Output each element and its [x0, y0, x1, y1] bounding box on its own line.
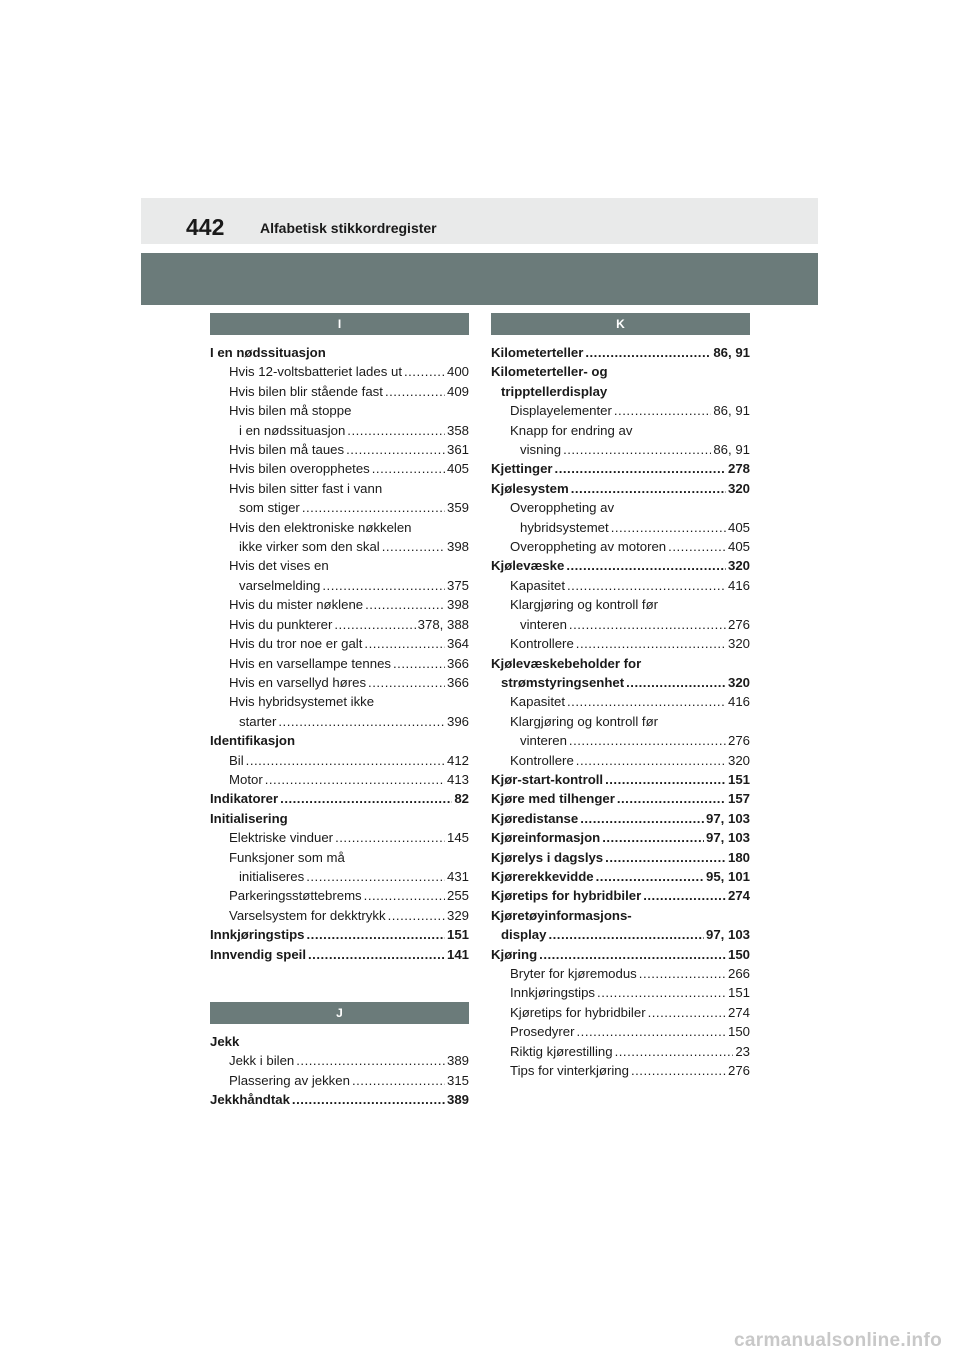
index-entry-leader [631, 1061, 726, 1080]
index-entry [491, 634, 750, 653]
index-entry-term: Klargjøring og kontroll før [510, 597, 659, 613]
index-entry-term: Kjøring [491, 946, 538, 962]
index-entry [210, 1032, 469, 1051]
index-entry-term: I en nødssituasjon [210, 345, 326, 360]
index-entry [210, 1090, 469, 1109]
index-entry-term: Kjøretips for hybridbiler [510, 1004, 646, 1020]
index-entry-leader [566, 556, 726, 575]
index-entry-page[interactable]: 255 [446, 888, 469, 904]
index-entry-page[interactable]: 416 [727, 577, 750, 593]
index-entry-leader [585, 343, 711, 362]
index-entry-leader [555, 459, 726, 478]
index-entry-term: Kilometerteller [491, 345, 584, 360]
index-entry-leader [643, 886, 726, 905]
index-entry [210, 925, 469, 944]
index-entry-term: Plassering av jekken [229, 1072, 350, 1088]
index-entry-page[interactable]: 405 [727, 519, 750, 535]
index-entry-term: Hvis den elektroniske nøkkelen [229, 519, 412, 535]
index-entry-term: Kjøre med tilhenger [491, 791, 615, 807]
index-entry-leader [596, 867, 704, 886]
index-entry [491, 537, 750, 556]
header-bar [141, 198, 818, 244]
index-entry-leader [352, 1071, 445, 1090]
index-entry-leader [605, 770, 726, 789]
index-entry-term: Hvis bilen blir stående fast [229, 383, 383, 399]
index-entry-leader [602, 828, 704, 847]
index-entry [491, 479, 750, 498]
index-entry-term: i en nødssituasjon [239, 422, 346, 438]
index-entry-page[interactable]: 23 [735, 1043, 750, 1059]
index-entry-page[interactable]: 329 [446, 907, 469, 923]
index-entry-leader [296, 1051, 445, 1070]
index-entry [210, 809, 469, 828]
index-entry-term: Jekk [210, 1034, 240, 1049]
index-entry-leader [364, 886, 445, 905]
index-entry [491, 789, 750, 808]
index-entry-term: Identifikasjon [210, 733, 295, 749]
index-entry-term: Knapp for endring av [510, 422, 633, 438]
index-entry [210, 576, 469, 595]
index-entry-term: Motor [229, 771, 263, 787]
index-entry [210, 654, 469, 673]
index-entry-page[interactable]: 366 [446, 655, 469, 671]
index-entry-leader [364, 634, 445, 653]
index-entry [491, 809, 750, 828]
index-entry [491, 556, 750, 575]
index-entry-page[interactable]: 278 [727, 461, 750, 477]
section-letter-j: J [210, 1002, 469, 1024]
index-entry-page[interactable]: 400 [446, 364, 469, 380]
index-entry-term: Varselsystem for dekktrykk [229, 907, 386, 923]
page-title: Alfabetisk stikkordregister [260, 220, 437, 236]
index-entry [210, 848, 469, 867]
index-entry-page[interactable]: 412 [446, 752, 469, 768]
index-entry-leader [615, 1042, 734, 1061]
index-entry-page[interactable]: 413 [446, 771, 469, 787]
index-entry-term: Hvis du tror noe er galt [229, 636, 363, 652]
index-entry-leader [580, 809, 704, 828]
index-entry-page[interactable]: 320 [727, 558, 750, 574]
index-entry [210, 828, 469, 847]
index-entry-term: Innkjøringstips [510, 985, 596, 1001]
index-entry-page[interactable]: 180 [727, 849, 750, 865]
index-entry-page[interactable]: 396 [446, 713, 469, 729]
index-entry-leader [548, 925, 704, 944]
index-entry [491, 421, 750, 440]
index-entry-page[interactable]: 97, 103 [706, 830, 750, 846]
index-entry-leader [576, 751, 726, 770]
index-entry-term: tripptellerdisplay [501, 383, 608, 399]
index-entry-term: visning [520, 442, 562, 458]
index-entry-leader [382, 537, 445, 556]
index-entry-page[interactable]: 366 [446, 674, 469, 690]
index-entry-page[interactable]: 405 [727, 539, 750, 555]
index-entry-page[interactable]: 141 [446, 946, 469, 962]
index-entry-term: initialiseres [239, 868, 305, 884]
index-entry [210, 1051, 469, 1070]
section-j-entries [210, 1032, 469, 1110]
index-entry-leader [346, 440, 445, 459]
index-entry-leader [597, 983, 726, 1002]
index-entry [210, 906, 469, 925]
index-entry-term: Hvis en varsellyd høres [229, 674, 367, 690]
index-entry-page[interactable]: 151 [446, 927, 469, 943]
index-entry [491, 673, 750, 692]
index-entry [491, 1022, 750, 1041]
index-entry [491, 712, 750, 731]
index-entry [210, 867, 469, 886]
index-entry [210, 1071, 469, 1090]
index-entry [491, 459, 750, 478]
index-entry-leader [404, 362, 445, 381]
index-entry-term: varselmelding [239, 577, 321, 593]
index-entry-term: Kilometerteller- og [491, 364, 608, 380]
index-entry-term: Hvis du punkterer [229, 616, 333, 632]
header-band [141, 253, 818, 305]
section-i-entries [210, 343, 469, 964]
index-entry [491, 362, 750, 381]
index-entry [210, 401, 469, 420]
index-entry [210, 537, 469, 556]
index-entry-leader [385, 382, 445, 401]
index-entry-page[interactable]: 409 [446, 383, 469, 399]
index-entry-page[interactable]: 375 [446, 577, 469, 593]
index-entry-leader [322, 576, 445, 595]
index-entry [210, 731, 469, 750]
index-entry [210, 421, 469, 440]
index-entry-page[interactable]: 150 [727, 1024, 750, 1040]
index-entry-leader [571, 479, 726, 498]
index-entry [491, 751, 750, 770]
index-entry [491, 615, 750, 634]
index-entry [210, 595, 469, 614]
index-entry [210, 615, 469, 634]
index-entry-leader [539, 945, 726, 964]
index-entry-page[interactable]: 358 [446, 422, 469, 438]
index-entry-term: display [501, 927, 547, 943]
index-entry [491, 595, 750, 614]
index-entry-page[interactable]: 150 [727, 946, 750, 962]
index-entry-leader [569, 615, 726, 634]
index-entry-page[interactable]: 276 [727, 733, 750, 749]
index-entry [491, 964, 750, 983]
index-entry-term: Jekk i bilen [229, 1053, 295, 1069]
index-entry [491, 1042, 750, 1061]
index-entry-page[interactable]: 157 [727, 791, 750, 807]
index-entry-term: Hvis bilen overopphetes [229, 461, 370, 477]
index-entry [210, 343, 469, 362]
index-entry [210, 712, 469, 731]
section-letter-i: I [210, 313, 469, 335]
index-entry-term: Kjøretips for hybridbiler [491, 888, 642, 904]
index-entry-leader [576, 634, 726, 653]
index-entry-term: Hvis bilen sitter fast i vann [229, 480, 383, 496]
index-entry [210, 498, 469, 517]
index-entry-leader [626, 673, 726, 692]
index-entry-page[interactable]: 151 [727, 985, 750, 1001]
index-entry [491, 440, 750, 459]
index-entry [491, 1003, 750, 1022]
index-entry-page[interactable]: 266 [727, 966, 750, 981]
index-column-right [491, 313, 750, 1080]
index-entry-page[interactable]: 320 [727, 752, 750, 768]
index-entry [491, 654, 750, 673]
index-entry-term: Hvis du mister nøklene [229, 597, 364, 613]
index-entry-term: Innvendig speil [210, 946, 306, 962]
index-entry-leader [639, 964, 726, 983]
index-entry-leader [567, 692, 726, 711]
index-entry-page[interactable]: 151 [727, 771, 750, 787]
index-entry-term: Bryter for kjøremodus [510, 966, 637, 981]
index-entry-term: Hvis hybridsystemet ikke [229, 694, 375, 710]
index-entry-leader [306, 867, 445, 886]
index-entry-leader [668, 537, 726, 556]
index-entry-page[interactable]: 389 [446, 1092, 469, 1108]
index-entry [491, 343, 750, 362]
index-entry-leader [372, 459, 445, 478]
index-entry [210, 518, 469, 537]
index-entry [491, 1061, 750, 1080]
index-entry [491, 401, 750, 420]
index-entry-page[interactable]: 320 [727, 674, 750, 690]
index-entry [491, 770, 750, 789]
index-entry-term: Kjøredistanse [491, 810, 579, 826]
index-entry-term: Initialisering [210, 810, 288, 826]
index-entry-page[interactable]: 364 [446, 636, 469, 652]
index-entry [210, 692, 469, 711]
index-entry-leader [368, 673, 445, 692]
index-entry [491, 692, 750, 711]
index-entry-leader [365, 595, 445, 614]
index-entry [210, 789, 469, 808]
index-entry-page[interactable]: 405 [446, 461, 469, 477]
index-entry-leader [347, 421, 445, 440]
index-entry-term: Kjøreinformasjon [491, 830, 601, 846]
index-entry-term: Kontrollere [510, 636, 574, 652]
index-entry-term: Klargjøring og kontroll før [510, 713, 659, 729]
index-entry-leader [334, 615, 415, 634]
index-entry-page[interactable]: 315 [446, 1072, 469, 1088]
index-entry-term: Riktig kjørestilling [510, 1043, 613, 1059]
index-entry-leader [265, 770, 445, 789]
index-entry-page[interactable]: 86, 91 [713, 442, 750, 458]
index-entry [210, 770, 469, 789]
index-entry-term: Kjøretøyinformasjons- [491, 907, 632, 923]
index-entry-term: som stiger [239, 500, 300, 516]
index-entry-leader [302, 498, 445, 517]
index-entry [210, 634, 469, 653]
index-entry-leader [567, 576, 726, 595]
index-entry-page[interactable]: 320 [727, 480, 750, 496]
index-entry [491, 828, 750, 847]
index-entry [210, 945, 469, 964]
index-entry [210, 382, 469, 401]
index-entry [491, 983, 750, 1002]
index-entry-term: Kjølevæskebeholder for [491, 655, 642, 671]
index-entry [491, 945, 750, 964]
index-entry-term: Innkjøringstips [210, 927, 305, 943]
index-entry-term: Hvis bilen må stoppe [229, 403, 352, 419]
index-entry-leader [308, 945, 445, 964]
index-entry-term: strømstyringsenhet [501, 674, 625, 690]
index-entry-page[interactable]: 361 [446, 442, 469, 458]
index-entry-page[interactable]: 398 [446, 539, 469, 555]
index-entry-leader [569, 731, 726, 750]
index-column-left [210, 313, 469, 1110]
index-entry-leader [617, 789, 726, 808]
index-entry-page[interactable]: 320 [727, 636, 750, 652]
index-entry-term: Kjør-start-kontroll [491, 771, 604, 787]
index-entry-term: Parkeringsstøttebrems [229, 888, 362, 904]
index-entry-page[interactable]: 389 [446, 1053, 469, 1069]
index-entry-term: Kapasitet [510, 577, 565, 593]
index-entry-leader [278, 712, 445, 731]
index-entry [210, 886, 469, 905]
index-entry-leader [307, 925, 445, 944]
index-entry [491, 576, 750, 595]
index-entry-leader [611, 518, 726, 537]
index-entry-term: Jekkhåndtak [210, 1092, 290, 1108]
watermark: carmanualsonline.info [734, 1330, 942, 1351]
index-entry [210, 362, 469, 381]
index-entry-term: hybridsystemet [520, 519, 609, 535]
index-entry [491, 518, 750, 537]
index-entry-leader [648, 1003, 726, 1022]
index-entry-page[interactable]: 416 [727, 694, 750, 710]
index-entry-term: Displayelementer [510, 403, 612, 419]
index-entry-leader [614, 401, 711, 420]
index-entry-leader [393, 654, 445, 673]
index-entry-term: ikke virker som den skal [239, 539, 380, 555]
index-entry-leader [577, 1022, 726, 1041]
index-entry-page[interactable]: 276 [727, 616, 750, 632]
index-entry [210, 751, 469, 770]
index-entry [491, 382, 750, 401]
index-entry-term: Kjølesystem [491, 480, 569, 496]
index-entry-page[interactable]: 431 [446, 868, 469, 884]
index-entry-page[interactable]: 86, 91 [713, 403, 750, 419]
index-entry [491, 886, 750, 905]
index-entry-page[interactable]: 86, 91 [713, 345, 750, 360]
index-entry-term: Hvis en varsellampe tennes [229, 655, 391, 671]
index-entry-page[interactable]: 359 [446, 500, 469, 516]
index-entry [491, 867, 750, 886]
index-entry-page[interactable]: 398 [446, 597, 469, 613]
index-entry-page[interactable]: 145 [446, 830, 469, 846]
index-entry-leader [605, 848, 726, 867]
index-entry-term: vinteren [520, 733, 567, 749]
index-entry-term: Prosedyrer [510, 1024, 575, 1040]
index-entry-term: Overoppheting av [510, 500, 615, 516]
index-entry-page[interactable]: 276 [727, 1063, 750, 1079]
index-entry-leader [388, 906, 445, 925]
index-entry-page[interactable]: 82 [454, 791, 469, 807]
index-entry [210, 459, 469, 478]
index-entry-term: Hvis det vises en [229, 558, 329, 574]
index-entry-leader [292, 1090, 445, 1109]
index-entry-term: Kontrollere [510, 752, 574, 768]
index-entry-term: Indikatorer [210, 791, 279, 807]
index-entry-term: Kjettinger [491, 461, 553, 477]
index-entry-term: Bil [229, 752, 244, 768]
index-entry-term: Hvis 12-voltsbatteriet lades ut [229, 364, 402, 380]
index-entry-leader [280, 789, 452, 808]
index-entry-term: Funksjoner som må [229, 849, 345, 865]
index-entry-term: Kjørerekkevidde [491, 868, 594, 884]
index-entry-term: Kjølevæske [491, 558, 565, 574]
index-entry [491, 925, 750, 944]
index-entry-page[interactable]: 95, 101 [706, 868, 750, 884]
index-entry-leader [335, 828, 445, 847]
index-entry [210, 673, 469, 692]
index-entry-term: Tips for vinterkjøring [510, 1063, 629, 1079]
section-letter-k: K [491, 313, 750, 335]
page-number: 442 [186, 214, 225, 240]
index-entry-term: Kjørelys i dagslys [491, 849, 604, 865]
index-entry-page[interactable]: 97, 103 [706, 810, 750, 826]
index-entry [491, 498, 750, 517]
index-entry-page[interactable]: 378, 388 [417, 616, 469, 632]
index-entry [210, 479, 469, 498]
index-entry-page[interactable]: 274 [727, 888, 750, 904]
index-entry-page[interactable]: 97, 103 [706, 927, 750, 943]
section-k-entries [491, 343, 750, 1080]
index-entry-term: Kapasitet [510, 694, 565, 710]
index-entry-leader [246, 751, 445, 770]
index-entry [491, 731, 750, 750]
index-entry-leader [563, 440, 711, 459]
index-entry [210, 440, 469, 459]
index-entry [210, 556, 469, 575]
index-entry-page[interactable]: 274 [727, 1004, 750, 1020]
index-entry-term: Hvis bilen må taues [229, 442, 345, 458]
index-entry-term: starter [239, 713, 277, 729]
index-entry [491, 906, 750, 925]
index-entry [491, 848, 750, 867]
index-entry-term: Overoppheting av motoren [510, 539, 667, 555]
index-entry-term: Elektriske vinduer [229, 830, 334, 846]
index-entry-term: vinteren [520, 616, 567, 632]
